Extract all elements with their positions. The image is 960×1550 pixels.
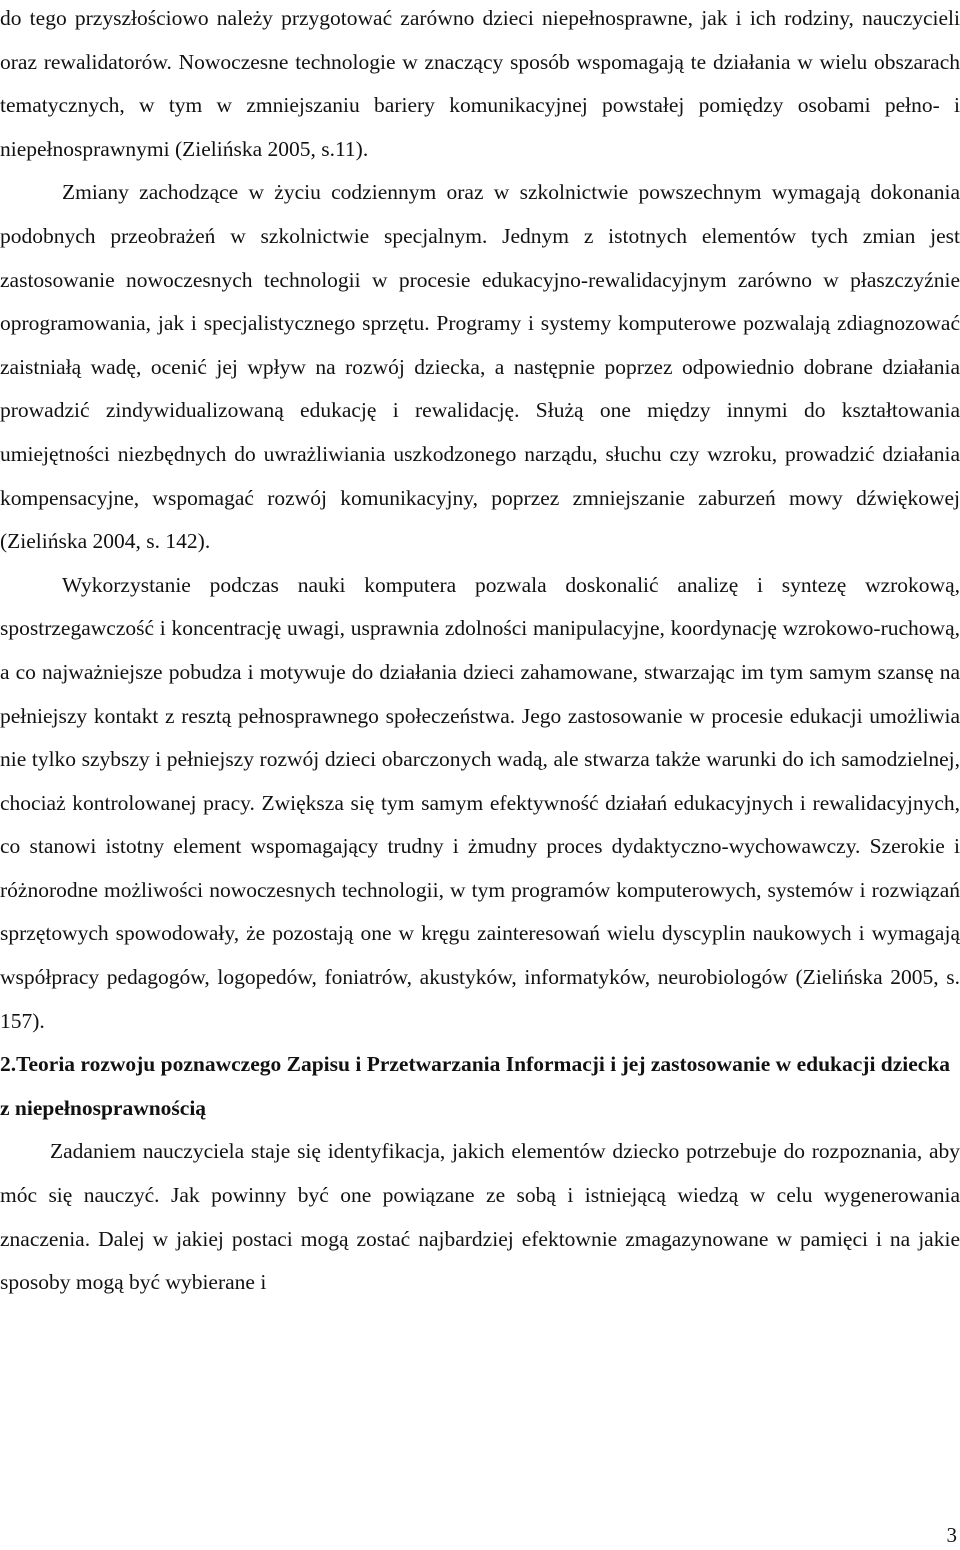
- body-paragraph-computer-use: Wykorzystanie podczas nauki komputera pozwala doskonalić analizę i syntezę wzrokową, spostrzegawczość i koncentrację uwagi, usprawnia zdolności manipulacyjne, koordynację wzrokowo-ruchową, a co najważniejsze pobudza i motywuje do działania dzieci zahamowane, stwarzając im tym samym szansę na pełniejszy kontakt z resztą pełnosprawnego społeczeństwa. Jego zastosowanie w procesie edukacji umożliwia nie tylko szybszy i pełniejszy rozwój dzieci obarczonych wadą, ale stwarza także warunki do ich samodzielnej, chociaż kontrolowanej pracy. Zwiększa się tym samym efektywność działań edukacyjnych i rewalidacyjnych, co stanowi istotny element wspomagający trudny i żmudny proces dydaktyczno-wychowawczy. Szerokie i różnorodne możliwości nowoczesnych technologii, w tym programów komputerowych, systemów i rozwiązań sprzętowych spowodowały, że pozostają one w kręgu zainteresowań wielu dyscyplin naukowych i wymagają współpracy pedagogów, logopedów, foniatrów, akustyków, informatyków, neurobiologów (Zielińska 2005, s. 157).: [0, 572, 960, 1033]
- page-number: 3: [946, 1523, 957, 1547]
- body-paragraph-section: Zadaniem nauczyciela staje się identyfikacja, jakich elementów dziecko potrzebuje do rozpoznania, aby móc się nauczyć. Jak powinny być one powiązane ze sobą i istniejącą wiedzą w celu wygenerowania znaczenia. Dalej w jakiej postaci mogą zostać najbardziej efektownie zmagazynowane w pamięci i na jakie sposoby mogą być wybierane i: [0, 1139, 960, 1295]
- section-heading: 2.Teoria rozwoju poznawczego Zapisu i Przetwarzania Informacji i jej zastosowanie w edukacji dziecka z niepełnosprawnością: [0, 1052, 951, 1120]
- body-paragraph-changes: Zmiany zachodzące w życiu codziennym oraz w szkolnictwie powszechnym wymagają dokonania podobnych przeobrażeń w szkolnictwie specjalnym. Jednym z istotnych elementów tych zmian jest zastosowanie nowoczesnych technologii w procesie edukacyjno-rewalidacyjnym zarówno w płaszczyźnie oprogramowania, jak i specjalistycznego sprzętu. Programy i systemy komputerowe pozwalają zdiagnozować zaistniałą wadę, ocenić jej wpływ na rozwój dziecka, a następnie poprzez odpowiednio dobrane działania prowadzić zindywidualizowaną edukację i rewalidację. Służą one między innymi do kształtowania umiejętności niezbędnych do uwrażliwiania uszkodzonego narządu, słuchu czy wzroku, prowadzić działania kompensacyjne, wspomagać rozwój komunikacyjny, poprzez zmniejszanie zaburzeń mowy dźwiękowej (Zielińska 2004, s. 142).: [0, 180, 960, 554]
- body-paragraph-intro: do tego przyszłościowo należy przygotować zarówno dzieci niepełnosprawne, jak i ich rodziny, nauczycieli oraz rewalidatorów. Nowoczesne technologie w znaczący sposób wspomagają te działania w wielu obszarach tematycznych, w tym w zmniejszaniu bariery komunikacyjnej powstałej pomiędzy osobami pełno- i niepełnosprawnymi (Zielińska 2005, s.11).: [0, 6, 960, 161]
